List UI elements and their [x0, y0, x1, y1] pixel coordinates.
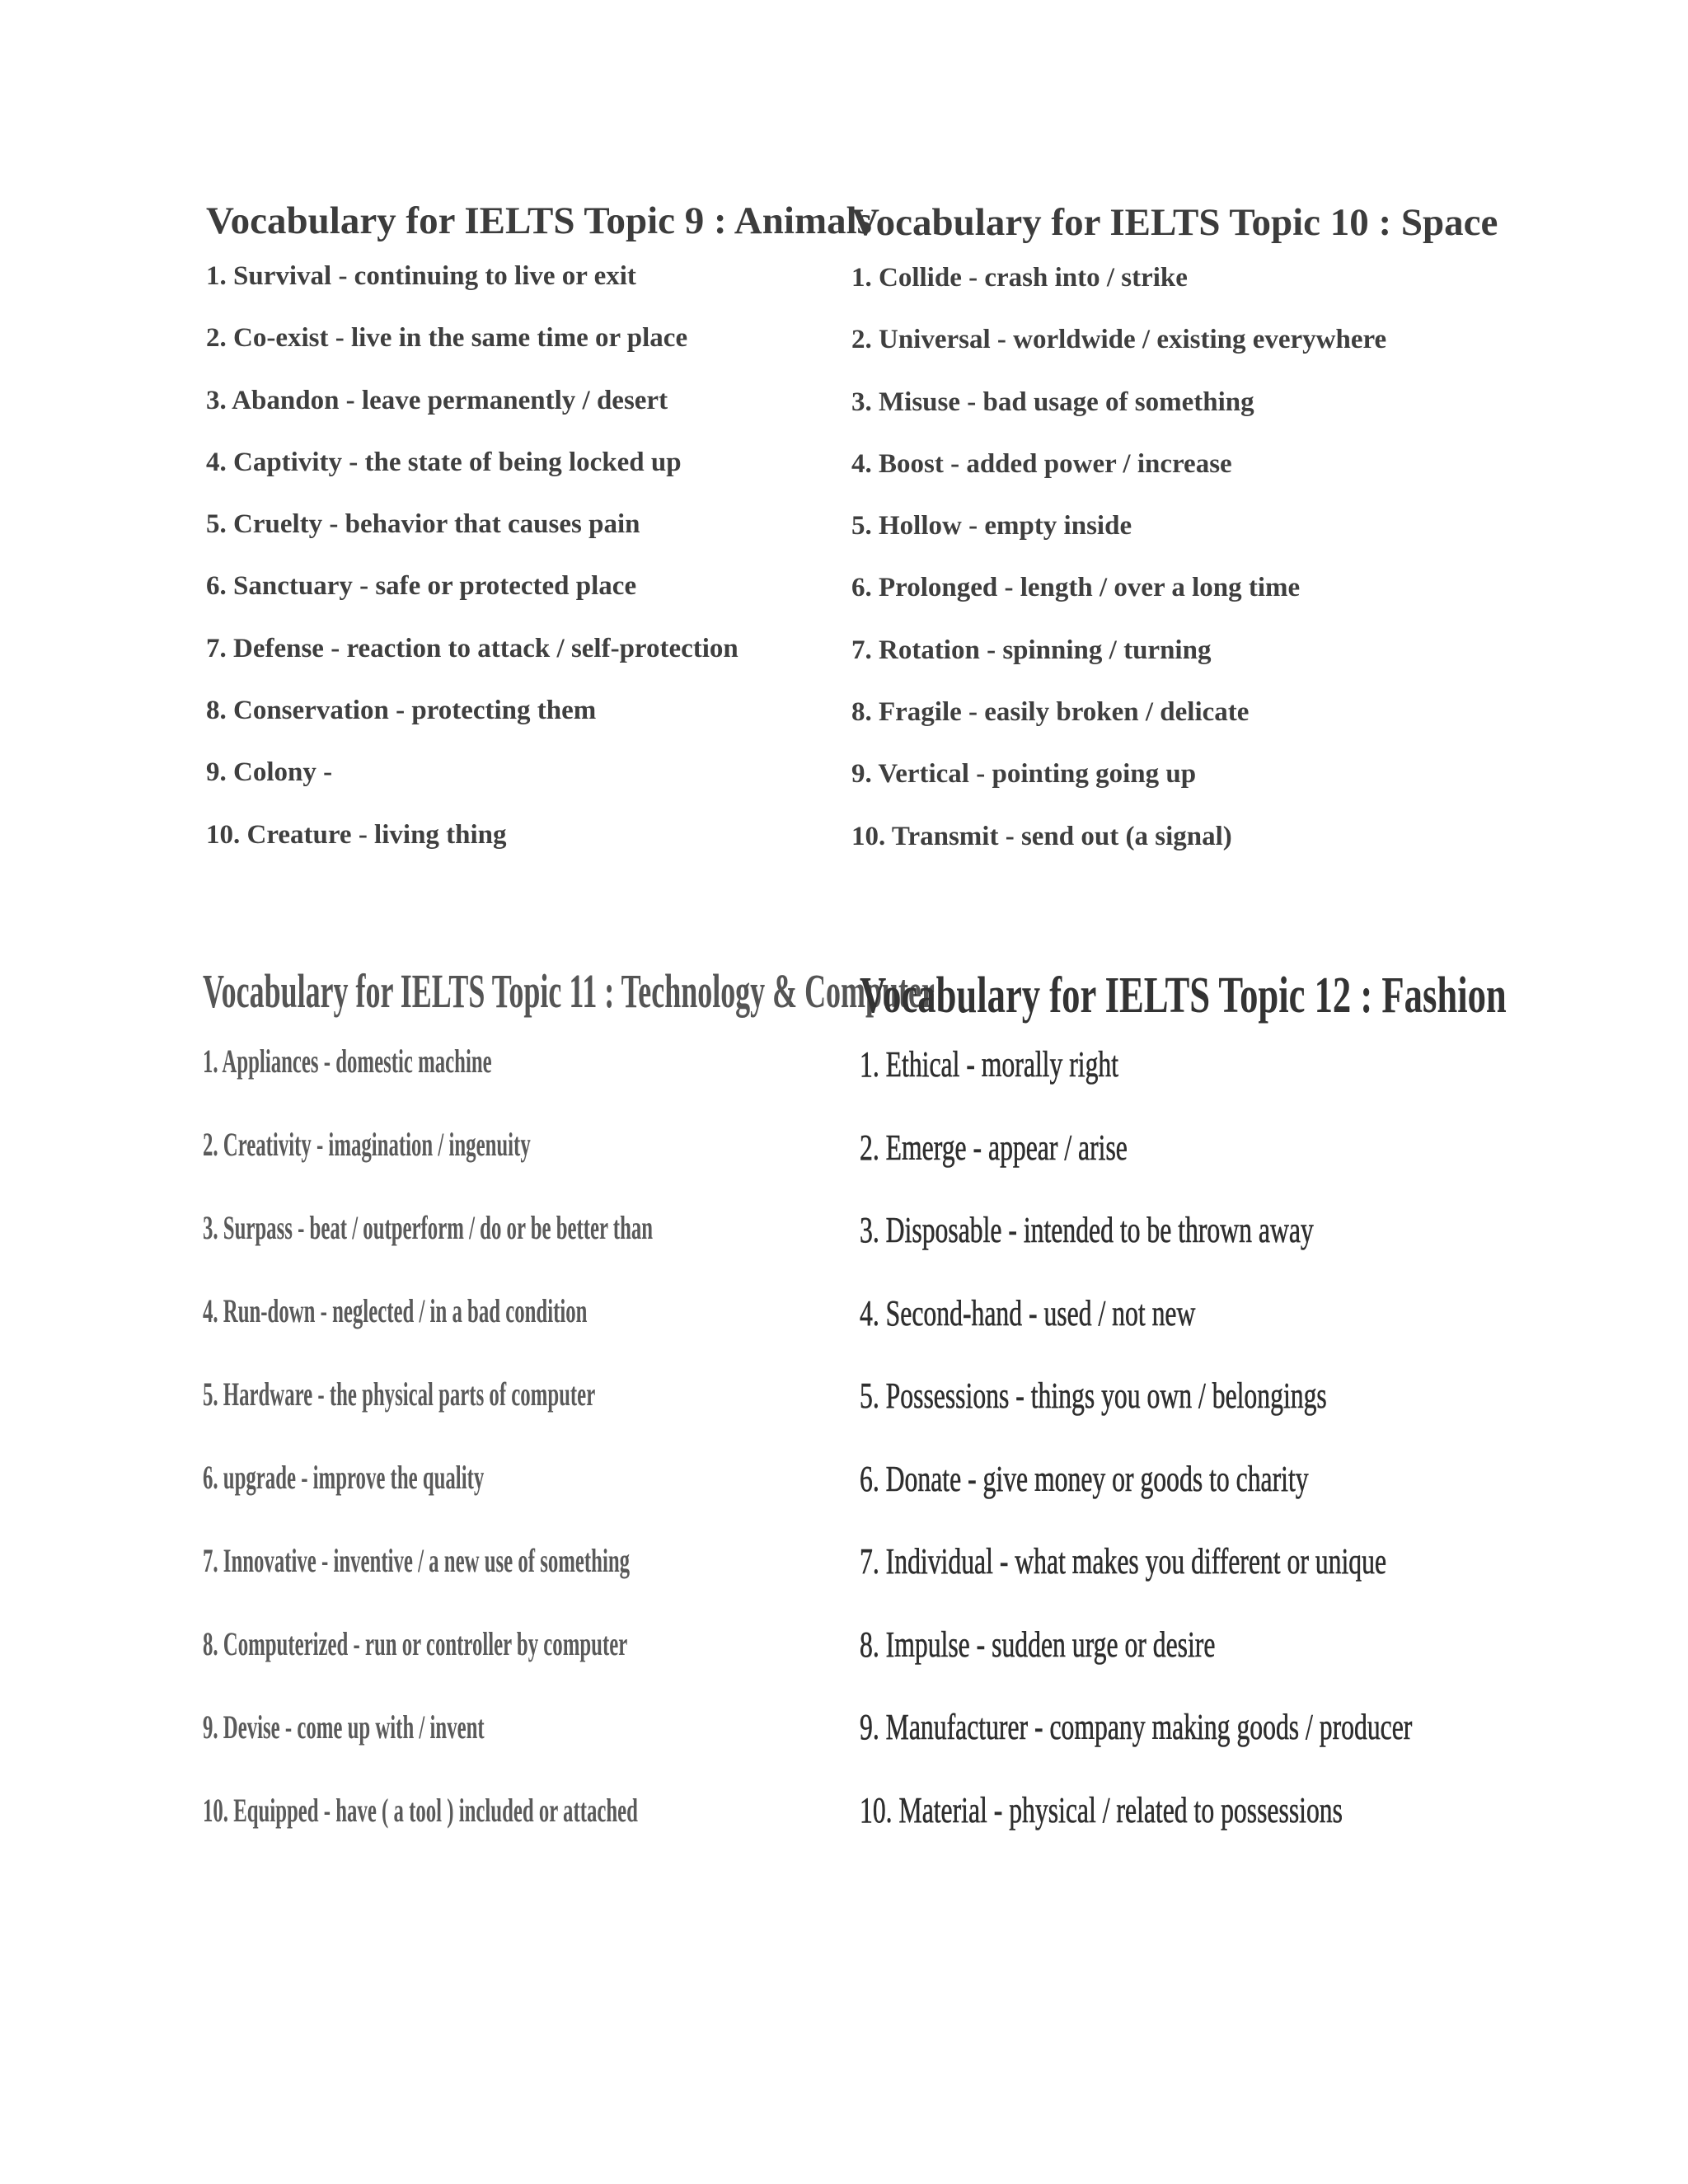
list-item: 7. Innovative - inventive / a new use of something: [203, 1542, 631, 1579]
list-item: 1. Appliances - domestic machine: [203, 1043, 492, 1080]
list-item: 9. Vertical - pointing going up: [851, 759, 1197, 790]
topic-11-heading: Vocabulary for IELTS Topic 11 : Technology & Computer: [203, 964, 935, 1018]
list-item: 6. Sanctuary - safe or protected place: [206, 571, 637, 602]
list-item: 5. Hardware - the physical parts of computer: [203, 1376, 596, 1413]
list-item: 9. Manufacturer - company making goods / producer: [860, 1707, 1413, 1747]
topic-12-heading: Vocabulary for IELTS Topic 12 : Fashion: [860, 968, 1507, 1024]
list-item: 8. Impulse - sudden urge or desire: [860, 1624, 1216, 1665]
topic-10-list: [851, 261, 1498, 882]
list-item: 2. Universal - worldwide / existing everywhere: [851, 325, 1387, 355]
list-item: 3. Misuse - bad usage of something: [851, 387, 1254, 417]
list-item: 5. Hollow - empty inside: [851, 511, 1132, 541]
list-item: 5. Cruelty - behavior that causes pain: [206, 509, 640, 540]
list-item: 6. Prolonged - length / over a long time: [851, 573, 1301, 603]
list-item: 10. Transmit - send out (a signal): [851, 821, 1232, 851]
list-item: 2. Creativity - imagination / ingenuity: [203, 1126, 531, 1163]
list-item: 6. Donate - give money or goods to charity: [860, 1458, 1309, 1499]
list-item: 2. Co-exist - live in the same time or place: [206, 323, 688, 354]
list-item: 5. Possessions - things you own / belongings: [860, 1376, 1327, 1416]
list-item: 8. Fragile - easily broken / delicate: [851, 697, 1250, 728]
list-item: 10. Creature - living thing: [206, 819, 507, 850]
topic-10-heading: Vocabulary for IELTS Topic 10 : Space: [851, 201, 1498, 244]
list-item: 3. Surpass - beat / outperform / do or be better than: [203, 1209, 654, 1246]
topic-12-section: [860, 966, 1688, 1872]
list-item: 9. Colony -: [206, 757, 333, 788]
list-item: 4. Boost - added power / increase: [851, 448, 1232, 479]
topic-9-heading: Vocabulary for IELTS Topic 9 : Animals: [206, 199, 872, 242]
list-item: 9. Devise - come up with / invent: [203, 1708, 485, 1746]
list-item: 2. Emerge - appear / arise: [860, 1127, 1128, 1168]
list-item: 3. Abandon - leave permanently / desert: [206, 385, 668, 415]
list-item: 8. Conservation - protecting them: [206, 696, 597, 726]
list-item: 7. Rotation - spinning / turning: [851, 635, 1212, 665]
list-item: 6. upgrade - improve the quality: [203, 1459, 485, 1496]
list-item: 10. Material - physical / related to possessions: [860, 1789, 1343, 1830]
list-item: 4. Captivity - the state of being locked up: [206, 447, 682, 477]
topic-9-list: [206, 260, 872, 880]
list-item: 1. Collide - crash into / strike: [851, 263, 1188, 293]
topic-9-section: [206, 196, 872, 880]
list-item: 4. Second-hand - used / not new: [860, 1292, 1196, 1333]
topic-12-list: [860, 1043, 1688, 1872]
list-item: 8. Computerized - run or controller by computer: [203, 1625, 628, 1662]
list-item: 1. Survival - continuing to live or exit: [206, 261, 636, 291]
list-item: 7. Defense - reaction to attack / self-protection: [206, 633, 738, 663]
topic-10-section: [851, 198, 1498, 882]
list-item: 7. Individual - what makes you different or unique: [860, 1541, 1387, 1582]
list-item: 3. Disposable - intended to be thrown away: [860, 1210, 1314, 1250]
list-item: 1. Ethical - morally right: [860, 1044, 1119, 1085]
list-item: 10. Equipped - have ( a tool ) included or attached: [203, 1792, 638, 1829]
list-item: 4. Run-down - neglected / in a bad condition: [203, 1292, 588, 1329]
